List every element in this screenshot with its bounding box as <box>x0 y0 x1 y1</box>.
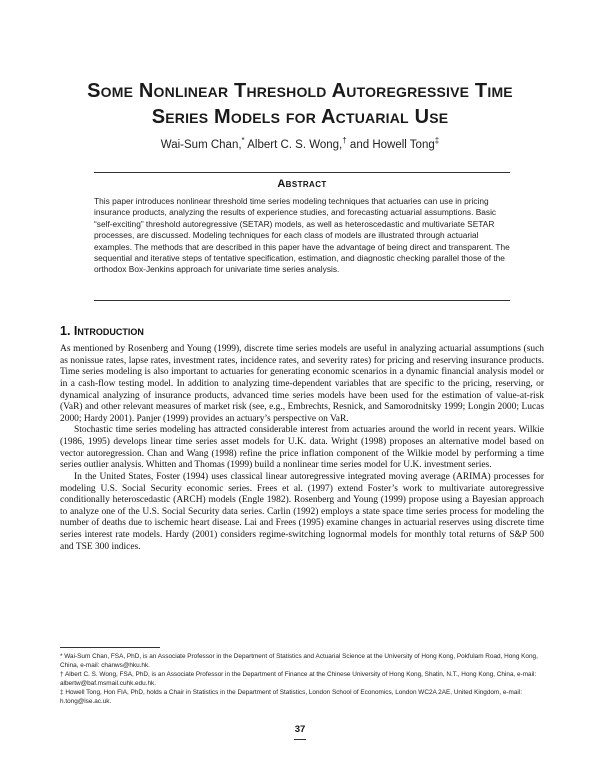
paper-title <box>40 78 560 130</box>
footnotes <box>60 652 544 707</box>
paragraph: As mentioned by Rosenberg and Young (1999), discrete time series models are useful in analyzing actuarial assumptions (such as nonissue rates, lapse rates, investment rates, incidence rates, and severity rates) for pricing and reserving insurance products. Time series modeling is also important to actuaries for generating economic scenarios in a dynamic financial analysis model or in a cash-flow testing model. In addition to analyzing time-dependent variables that are specific to the pricing, reserving, or dynamical analyzing of insurance products, advanced time series models have been used for the estimation of value-at-risk (VaR) and other relevant measures of market risk (see, e.g., Embrechts, Resnick, and Samorodnitsky 1999; Longin 2000; Lucas 2000; Hardy 2001). Panjer (1999) provides an actuary’s perspective on VaR. <box>60 344 544 424</box>
footnote-rule <box>60 647 160 648</box>
title-line-1: Some Nonlinear Threshold Autoregressive Time <box>87 80 513 102</box>
section-number: 1. <box>60 324 71 338</box>
author-2-mark: † <box>342 136 347 145</box>
abstract-bottom-rule <box>94 300 510 301</box>
body-text <box>60 344 544 553</box>
abstract-top-rule <box>94 172 510 173</box>
section-title: Introduction <box>73 324 144 338</box>
footnote: † Albert C. S. Wong, FSA, PhD, is an Associate Professor in the Department of Finance at the Chinese University of Hong Kong, Shatin, N.T., Hong Kong, China, e-mail: albertw@baf.msmail.cuhk.edu.hk. <box>60 671 537 688</box>
author-2: Albert C. S. Wong, <box>247 138 343 151</box>
footnote: ‡ Howell Tong, Hon FIA, PhD, holds a Chair in Statistics in the Department of Statistics, London School of Economics, London WC2A 2AE, United Kingdom, e-mail: h.tong@lse.ac.uk. <box>60 689 523 706</box>
author-3: Howell Tong <box>372 138 435 151</box>
abstract-heading: Abstract <box>277 178 327 190</box>
footnote: * Wai-Sum Chan, FSA, PhD, is an Associate Professor in the Department of Statistics and Actuarial Science at the University of Hong Kong, Pokfulam Road, Hong Kong, China, e-mail: chanws@hku.hk. <box>60 653 538 670</box>
author-list <box>40 136 560 151</box>
author-separator: and <box>349 138 370 151</box>
author-3-mark: ‡ <box>434 136 440 145</box>
abstract-text: This paper introduces nonlinear threshold time series modeling techniques that actuaries can use in pricing insurance products, analyzing the results of experience studies, and forecasting actuarial assumptions. Basic “self-exciting” threshold autoregressive (SETAR) models, as well as heteroscedastic and multivariate SETAR processes, are discussed. Modeling techniques for each class of models are illustrated through actuarial examples. The methods that are described in this paper have the advantage of being direct and transparent. The sequential and iterative steps of tentative specification, estimation, and diagnostic checking parallel those of the orthodox Box-Jenkins approach for univariate time series analysis. <box>94 196 510 275</box>
author-1-mark: * <box>241 136 245 145</box>
paragraph: Stochastic time series modeling has attracted considerable interest from actuaries around the world in recent years. Wilkie (1986, 1995) develops linear time series asset models for U.K. data. Wright (1998) proposes an alternative model based on vector autoregression. Chan and Wang (1998) refine the price inflation component of the Wilkie model by performing a time series outlier analysis. Whitten and Thomas (1999) build a nonlinear time series model for U.K. investment series. <box>60 425 544 471</box>
author-1: Wai-Sum Chan, <box>160 138 242 151</box>
section-heading <box>60 324 144 338</box>
page-number: 37 <box>294 724 306 735</box>
paragraph: In the United States, Foster (1994) uses classical linear autoregressive integrated moving average (ARIMA) processes for modeling U.S. Social Security economic series. Frees et al. (1997) extend Foster’s work to multivariate autoregressive conditionally heteroscedastic (ARCH) models (Engle 1982). Rosenberg and Young (1999) propose using a Bayesian approach to analyze one of the U.S. Social Security data series. Carlin (1992) employs a state space time series process for modeling the number of deaths due to ischemic heart disease. Lai and Frees (1995) examine changes in actuarial reserves using discrete time series interest rate models. Hardy (2001) considers regime-switching lognormal models for monthly total returns of S&P 500 and TSE 300 indices. <box>60 471 544 552</box>
page-number-underline <box>294 739 306 740</box>
title-line-2: Series Models for Actuarial Use <box>151 106 449 128</box>
